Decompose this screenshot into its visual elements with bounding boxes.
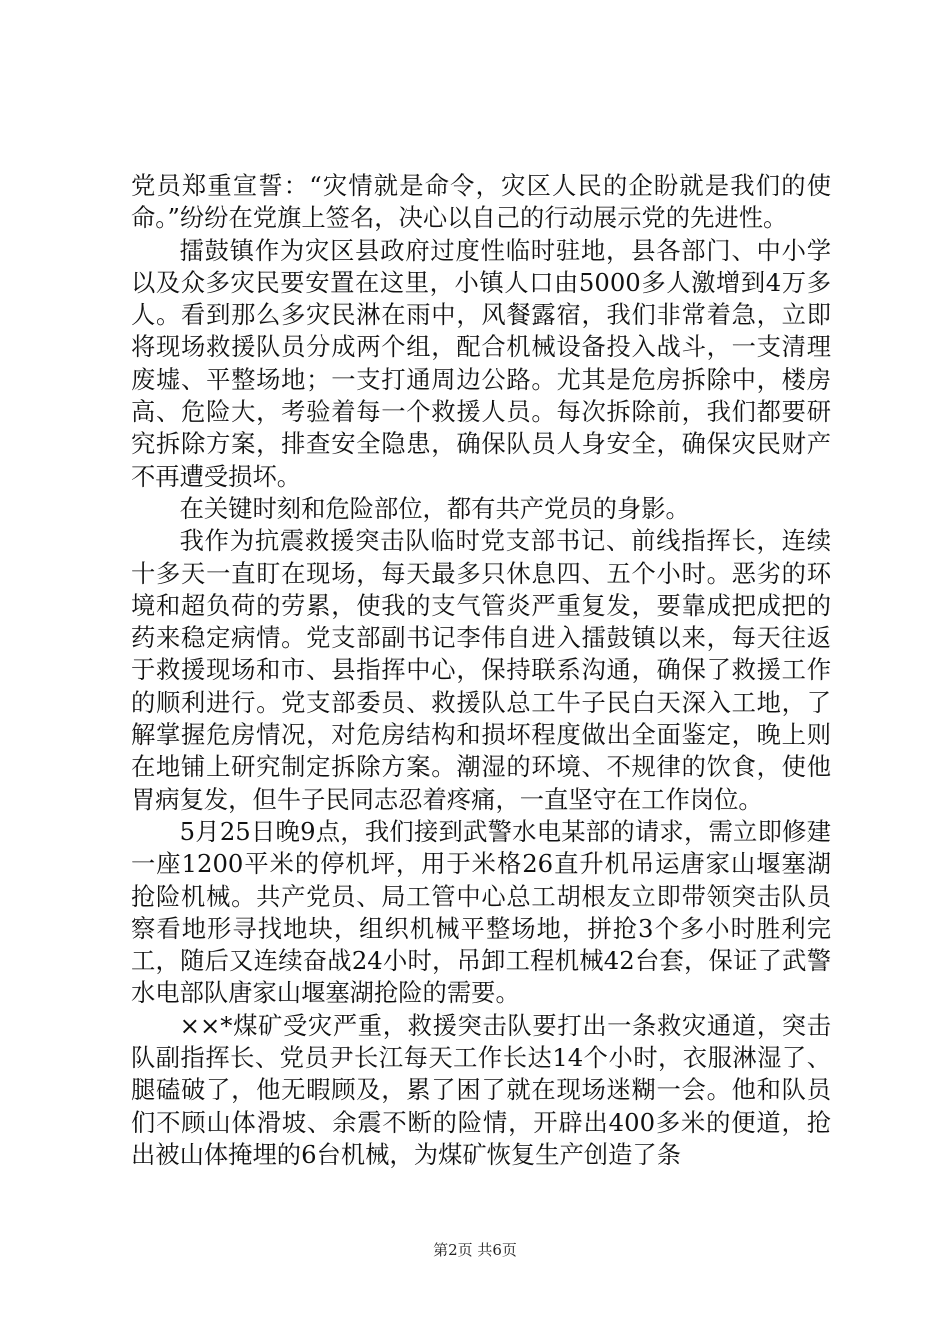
page-number-footer: 第2页 共6页 — [433, 1241, 517, 1259]
paragraph-oath-continuation: 党员郑重宣誓：“灾情就是命令，灾区人民的企盼就是我们的使命。”纷纷在党旗上签名，决心以自己的行动展示党的先进性。 — [131, 171, 831, 233]
paragraph-party-members: 在关键时刻和危险部位，都有共产党员的身影。 — [179, 493, 690, 523]
paragraph-commander: 我作为抗震救援突击队临时党支部书记、前线指挥长，连续十多天一直盯在现场，每天最多只休息四、五个小时。恶劣的环境和超负荷的劳累，使我的支气管炎严重复发，要靠成把成把的药来稳定病情。党支部副书记李伟自进入擂鼓镇以来，每天往返于救援现场和市、县指挥中心，保持联系沟通，确保了救援工作的顺利进行。党支部委员、救援队总工牛子民白天深入工地，了解掌握危房情况，对危房结构和损坏程度做出全面鉴定，晚上则在地铺上研究制定拆除方案。潮湿的环境、不规律的饮食，使他胃病复发，但牛子民同志忍着疼痛，一直坚守在工作岗位。 — [131, 526, 831, 814]
document-body — [131, 170, 831, 1171]
paragraph-leigu-town: 擂鼓镇作为灾区县政府过度性临时驻地，县各部门、中小学以及众多灾民要安置在这里，小镇人口由5000多人激增到4万多人。看到那么多灾民淋在雨中，风餐露宿，我们非常着急，立即将现场救援队员分成两个组，配合机械设备投入战斗，一支清理废墟、平整场地；一支打通周边公路。尤其是危房拆除中，楼房高、危险大，考验着每一个救援人员。每次拆除前，我们都要研究拆除方案，排查安全隐患，确保队员人身安全，确保灾民财产不再遭受损坏。 — [131, 235, 831, 491]
paragraph-coal-mine: ××*煤矿受灾严重，救援突击队要打出一条救灾通道，突击队副指挥长、党员尹长江每天工作长达14个小时，衣服淋湿了、腿磕破了，他无暇顾及，累了困了就在现场迷糊一会。他和队员们不顾山体滑坡、余震不断的险情，开辟出400多米的便道，抢出被山体掩埋的6台机械，为煤矿恢复生产创造了条 — [131, 1010, 831, 1169]
paragraph-helipad: 5月25日晚9点，我们接到武警水电某部的请求，需立即修建一座1200平米的停机坪，用于米格26直升机吊运唐家山堰塞湖抢险机械。共产党员、局工管中心总工胡根友立即带领突击队员察看地形寻找地块，组织机械平整场地，拼抢3个多小时胜利完工，随后又连续奋战24小时，吊卸工程机械42台套，保证了武警水电部队唐家山堰塞湖抢险的需要。 — [131, 816, 831, 1008]
